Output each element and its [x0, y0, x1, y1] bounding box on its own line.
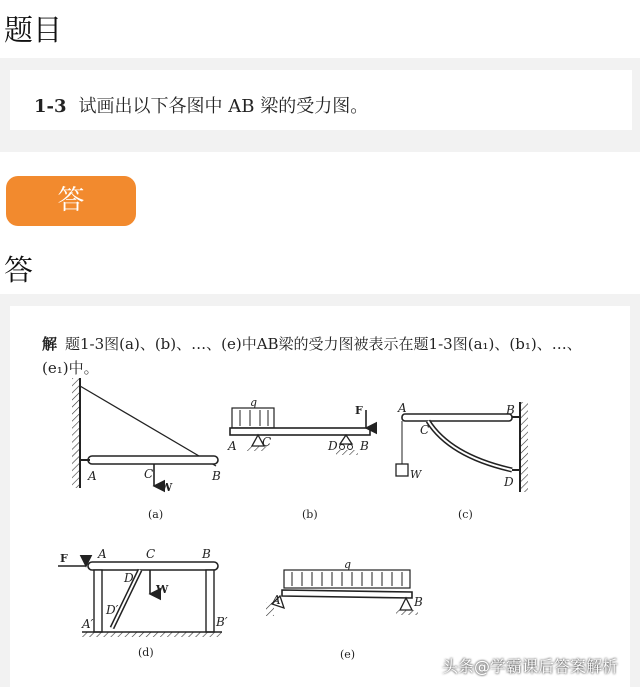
watermark: 头条@学霸课后答案解析: [442, 657, 619, 676]
fig-d-label-B: B: [202, 547, 211, 561]
fig-d-label-C: C: [146, 547, 156, 561]
fig-d-label-D: D: [124, 571, 134, 585]
fig-b-label-q: q: [250, 396, 258, 409]
fig-d-label-W: W: [156, 583, 169, 596]
figures-diagram: [10, 306, 630, 687]
question-image: [10, 70, 632, 130]
fig-b-caption: (b): [302, 508, 318, 521]
fig-d-caption: (d): [138, 646, 154, 659]
figure-d: [58, 547, 228, 659]
fig-a-label-W: W: [160, 481, 173, 494]
fig-d-label-A: A: [98, 547, 107, 561]
question-card: [0, 58, 640, 152]
fig-c-caption: (c): [458, 508, 473, 521]
question-text-line: [34, 92, 368, 118]
question-heading: 题目: [4, 13, 63, 47]
fig-a-caption: (a): [148, 508, 164, 521]
fig-a-label-C: C: [144, 467, 154, 481]
figure-a: [72, 378, 221, 521]
figure-b: [227, 396, 370, 521]
figure-c: [396, 401, 528, 521]
fig-b-label-C: C: [262, 435, 272, 449]
question-number: 1-3: [34, 96, 67, 117]
fig-c-label-C: C: [420, 423, 430, 437]
solution-text: 题1-3图(a)、(b)、…、(e)中AB梁的受力图被表示在题1-3图(a₁)、(b₁)、…、(e₁)中。: [42, 335, 582, 377]
fig-d-label-A1: A′: [82, 617, 94, 631]
fig-e-label-A: A: [272, 593, 281, 607]
fig-a-label-B: B: [212, 469, 221, 483]
cropped-text-line: [34, 124, 174, 130]
answer-button[interactable]: 答: [6, 176, 136, 226]
fig-e-label-q: q: [344, 558, 352, 571]
fig-b-label-B: B: [360, 439, 369, 453]
fig-d-label-B1: B′: [216, 615, 228, 629]
fig-b-label-F: F: [355, 404, 363, 417]
fig-b-label-A: A: [228, 439, 237, 453]
fig-e-label-B: B: [414, 595, 423, 609]
fig-a-label-A: A: [88, 469, 97, 483]
fig-d-label-F: F: [60, 552, 68, 565]
question-text: 试画出以下各图中 AB 梁的受力图。: [78, 96, 369, 117]
figure-e: [266, 558, 423, 661]
answer-heading: 答: [4, 253, 34, 287]
fig-c-label-W: W: [410, 468, 422, 481]
fig-c-label-B: B: [506, 403, 515, 417]
answer-card: [0, 294, 640, 687]
fig-e-caption: (e): [340, 648, 356, 661]
solution-prefix: 解: [42, 335, 58, 353]
solution-image: [10, 306, 630, 687]
fig-c-label-D: D: [504, 475, 514, 489]
fig-d-label-D1: D′: [106, 603, 119, 617]
fig-b-label-D: D: [328, 439, 338, 453]
fig-c-label-A: A: [398, 401, 407, 415]
